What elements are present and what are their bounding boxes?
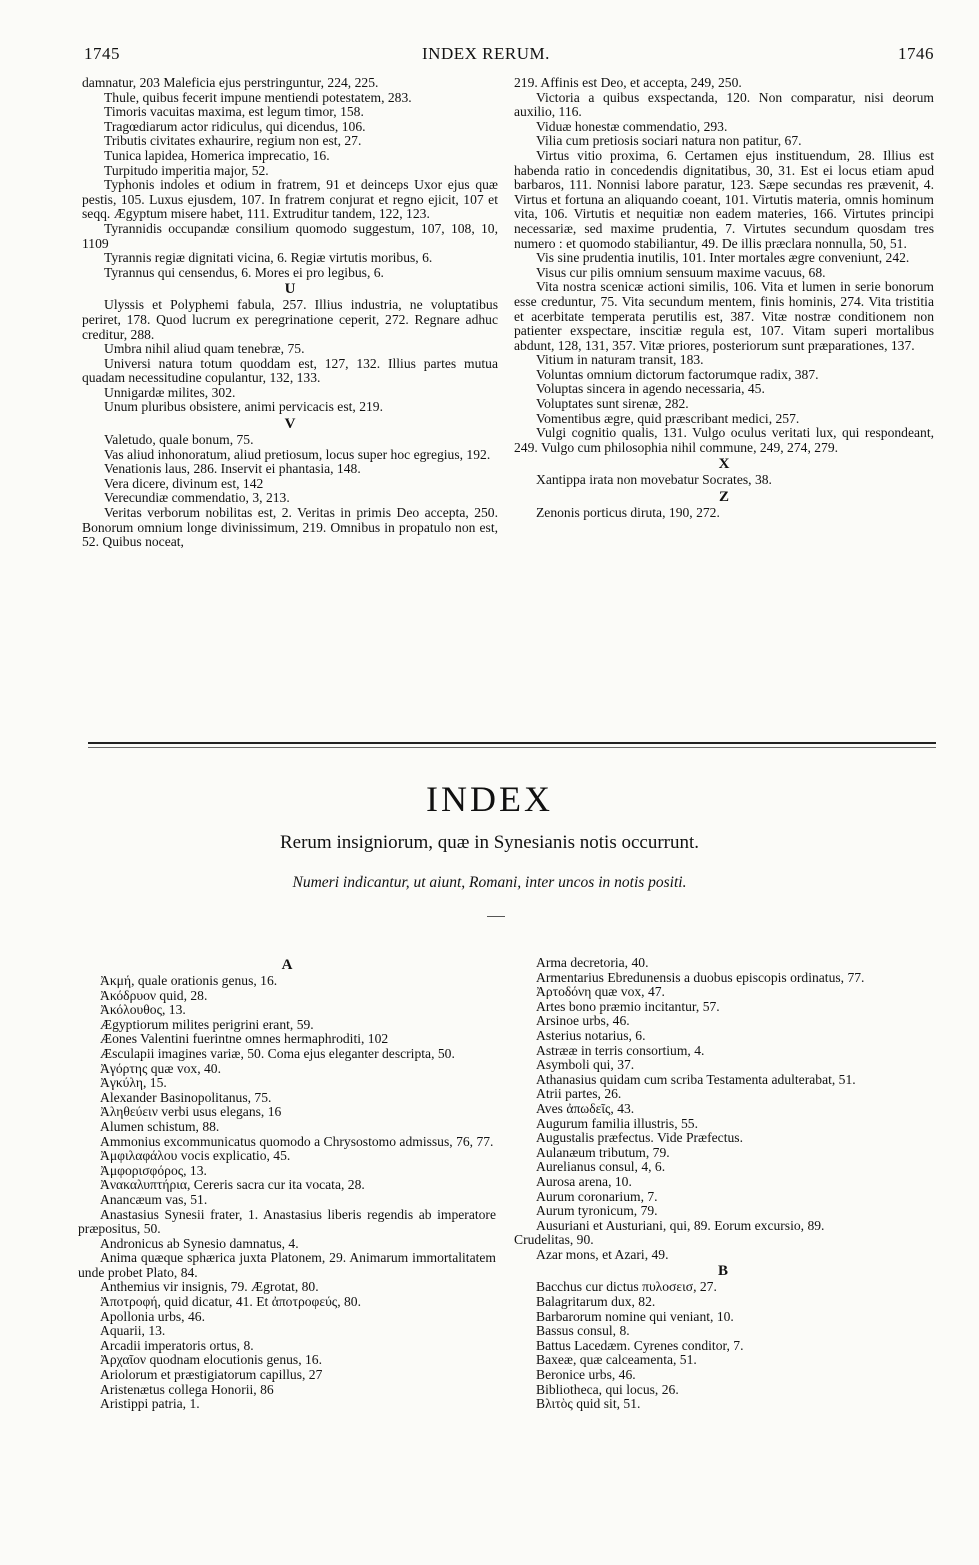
index-entry: Aulanæum tributum, 79.: [536, 1144, 670, 1160]
running-header: [84, 44, 934, 66]
index-entry: Anancæum vas, 51.: [100, 1191, 208, 1207]
index-entry: Augurum familia illustris, 55.: [536, 1115, 698, 1131]
section-letter: A: [281, 957, 293, 973]
index-entry: Aves ἀπωδεῖς, 43.: [536, 1100, 635, 1116]
index-entry: Βλιτὸς quid sit, 51.: [536, 1396, 641, 1412]
index-entry: Artes bono præmio incitantur, 57.: [536, 998, 720, 1014]
upper-right-column: [514, 76, 934, 521]
index-entry: Baxeæ, quæ calceamenta, 51.: [536, 1352, 697, 1368]
index-entry: Tunica lapidea, Homerica imprecatio, 16.: [104, 147, 330, 163]
index-entry: Ἀμφορισφόρος, 13.: [100, 1162, 207, 1178]
index-entry: Ἀνακαλυπτήρια, Cereris sacra cur ita vocata, 28.: [100, 1177, 365, 1193]
index-entry: Voluptates sunt sirenæ, 282.: [536, 396, 689, 412]
index-entry: Xantippa irata non movebatur Socrates, 38.: [536, 472, 772, 488]
index-entry: Vomentibus ægre, quid præscribant medici, 257.: [536, 410, 800, 426]
index-entry: Barbarorum nomine qui veniant, 10.: [536, 1308, 734, 1324]
index-entry: Bibliotheca, qui locus, 26.: [536, 1381, 679, 1397]
index-entry: Æsculapii imagines variæ, 50. Coma ejus eleganter descripta, 50.: [100, 1045, 455, 1061]
index-entry: Æones Valentini fuerintne omnes hermaphroditi, 102: [100, 1031, 389, 1047]
index-entry: Unum pluribus obsistere, animi pervicacis est, 219.: [104, 399, 383, 415]
index-entry: Vera dicere, divinum est, 142: [104, 475, 264, 491]
index-entry: Arcadii imperatoris ortus, 8.: [100, 1337, 254, 1353]
separator-rule: [88, 742, 936, 744]
index-entry: Tributis civitates exhaurire, regium non est, 27.: [104, 133, 362, 149]
index-entry: Vis sine prudentia inutilis, 101. Inter mortales ægre conveniunt, 242.: [536, 250, 910, 266]
page-number-left: 1745: [84, 44, 120, 63]
index-entry: Azar mons, et Azari, 49.: [536, 1246, 669, 1262]
index-title: INDEX: [426, 779, 553, 819]
index-entry: Verecundiæ commendatio, 3, 213.: [104, 490, 290, 506]
index-entry: Aurelianus consul, 4, 6.: [536, 1159, 666, 1175]
index-entry: Crudelitas, 90.: [514, 1232, 594, 1248]
index-entry: Ἀληθεύειν verbi usus elegans, 16: [100, 1104, 282, 1120]
index-entry: Atrii partes, 26.: [536, 1086, 622, 1102]
index-subtitle: Rerum insigniorum, quæ in Synesianis notis occurrunt.: [279, 832, 700, 853]
index-entry: Timoris vacuitas maxima, est legum timor, 158.: [104, 104, 364, 120]
index-entry: Ἀκόλουθος, 13.: [100, 1002, 186, 1018]
index-entry: Viduæ honestæ commendatio, 293.: [536, 118, 728, 134]
index-entry: Aurosa arena, 10.: [536, 1173, 632, 1189]
index-entry: Battus Lacedæm. Cyrenes conditor, 7.: [536, 1337, 744, 1353]
index-entry: Beronice urbs, 46.: [536, 1367, 636, 1383]
index-entry: Asterius notarius, 6.: [536, 1027, 646, 1043]
lower-right-column: [514, 956, 932, 1412]
index-entry: Unnigardæ milites, 302.: [104, 384, 236, 400]
section-letter: U: [284, 281, 296, 298]
index-entry: Venationis laus, 286. Inservit ei phantasia, 148.: [104, 461, 361, 477]
index-entry: Tyrannus qui censendus, 6. Mores ei pro legibus, 6.: [104, 264, 384, 280]
index-entry: Apollonia urbs, 46.: [100, 1308, 205, 1324]
index-entry: Vulgi cognitio qualis, 131. Vulgo oculus veritati lux, qui respondeant, 249. Vulgo cum philosophia nihil commune, 249, 274, 279.: [514, 425, 934, 455]
index-entry: Anastasius Synesii frater, 1. Anastasius liberis regendis ab imperatore præpositus, 50.: [78, 1206, 496, 1237]
index-entry: Bassus consul, 8.: [536, 1323, 630, 1339]
index-entry: Anthemius vir insignis, 79. Ægrotat, 80.: [100, 1279, 319, 1295]
index-entry: Ausuriani et Austuriani, qui, 89. Eorum excursio, 89.: [536, 1217, 825, 1233]
index-entry: Aquarii, 13.: [100, 1323, 166, 1339]
index-entry: Vitium in naturam transit, 183.: [536, 352, 704, 368]
index-entry: Victoria a quibus exspectanda, 120. Non comparatur, nisi deorum auxilio, 116.: [514, 89, 934, 120]
index-entry: Veritas verborum nobilitas est, 2. Veritas in primis Deo accepta, 250. Bonorum omnium longe divinissimum, 219. Omnibus in propatulo non est, 52. Quibus noceat,: [82, 505, 498, 550]
section-letter: Z: [718, 489, 729, 506]
index-entry: Balagritarum dux, 82.: [536, 1294, 656, 1310]
index-entry: Alumen schistum, 88.: [100, 1118, 220, 1134]
index-entry: Ἀποτροφή, quid dicatur, 41. Et ἀποτροφεύς, 80.: [100, 1294, 361, 1310]
section-letter: V: [284, 416, 296, 433]
index-entry: Ἀμφιλαφάλου vocis explicatio, 45.: [100, 1148, 291, 1164]
index-entry: Asymboli qui, 37.: [536, 1057, 635, 1073]
index-entry: Armentarius Ebredunensis a duobus episcopis ordinatus, 77.: [536, 969, 865, 985]
index-entry: Aurum coronarium, 7.: [536, 1188, 658, 1204]
index-entry: Aristippi patria, 1.: [100, 1396, 200, 1412]
page-number-right: 1746: [898, 44, 934, 63]
section-letter: B: [717, 1263, 728, 1280]
index-entry: Virtus vitio proxima, 6. Certamen ejus instituendum, 28. Illius est habenda ratio in concedendis dignitatibus, 30, 31. Est ei locus etiam apud barbaros, 111. Nonnisi labore paratur, 123. Sæpe secundas res prævenit, 4. Virtus et fortuna an aliquando coeant, 101. Virtutis materia, omnis hominum vita, 106. Virtutis et nequitiæ non eadem materies, 166. Virtutes principi necessariæ, sed maxime prudentia, 7. Virtutes secundum quosdam tres numero : et quomodo stabiliantur, 49. De illis præclara nonnulla, 50, 51.: [514, 147, 934, 251]
index-entry: damnatur, 203 Maleficia ejus perstringuntur, 224, 225.: [82, 75, 379, 90]
index-entry: Ἀγκύλη, 15.: [100, 1075, 167, 1091]
index-entry: Typhonis indoles et odium in fratrem, 91 et deinceps Uxor ejus quæ pestis, 105. Luxus ejusdem, 107. In fratrem conjurat et regno ejicit, 107 et seqq. Ægyptum misere habet, 111. Extruditur tandem, 122, 123.: [82, 177, 498, 222]
index-note: Numeri indicantur, ut aiunt, Romani, inter uncos in notis positi.: [292, 874, 687, 891]
index-entry: Visus cur pilis omnium sensuum maxime vacuus, 68.: [536, 264, 826, 280]
index-entry: Umbra nihil aliud quam tenebræ, 75.: [104, 341, 305, 357]
index-entry: Arsinoe urbs, 46.: [536, 1013, 630, 1029]
index-entry: Ἀγόρτης quæ vox, 40.: [100, 1060, 221, 1076]
ornament-dash: [487, 916, 505, 917]
index-entry: Universi natura totum quoddam est, 127, 132. Illius partes mutua quadam necessitudine copulantur, 132, 133.: [82, 355, 498, 386]
index-entry: Ἀκμή, quale orationis genus, 16.: [100, 973, 278, 988]
index-entry: Bacchus cur dictus πυλοσεισ, 27.: [536, 1279, 717, 1295]
index-entry: Valetudo, quale bonum, 75.: [104, 432, 254, 448]
running-title: INDEX RERUM.: [422, 44, 550, 63]
index-entry: Ἀρτοδόνη quæ vox, 47.: [536, 984, 665, 1000]
index-entry: Tragœdiarum actor ridiculus, qui dicendus, 106.: [104, 118, 366, 134]
upper-left-column: [82, 76, 498, 550]
index-entry: Thule, quibus fecerit impune mentiendi potestatem, 283.: [104, 89, 412, 105]
index-entry: Zenonis porticus diruta, 190, 272.: [536, 505, 720, 521]
index-entry: Vilia cum pretiosis sociari natura non patitur, 67.: [536, 133, 802, 149]
index-entry: Ammonius excommunicatus quomodo a Chrysostomo admissus, 76, 77.: [100, 1133, 494, 1149]
index-entry: Aurum tyronicum, 79.: [536, 1203, 658, 1219]
separator-rule-thin: [88, 747, 936, 748]
index-entry: Voluntas omnium dictorum factorumque radix, 387.: [536, 366, 819, 382]
index-entry: Augustalis præfectus. Vide Præfectus.: [536, 1130, 743, 1146]
index-entry: Tyrannis regiæ dignitati vicina, 6. Regiæ virtutis moribus, 6.: [104, 250, 433, 266]
section-letter: X: [718, 456, 730, 473]
index-entry: Voluptas sincera in agendo necessaria, 45.: [536, 381, 765, 397]
index-entry: Andronicus ab Synesio damnatus, 4.: [100, 1235, 299, 1251]
index-entry: Alexander Basinopolitanus, 75.: [100, 1089, 272, 1105]
index-entry: Ægyptiorum milites perigrini erant, 59.: [100, 1016, 314, 1032]
index-entry: 219. Affinis est Deo, et accepta, 249, 250.: [514, 75, 742, 90]
index-entry: Ἀκόδρυον quid, 28.: [100, 987, 208, 1003]
index-entry: Ulyssis et Polyphemi fabula, 257. Illius industria, ne voluptatibus periret, 178. Quod lucrum ex peregrinatione ceperit, 272. Regnare adhuc creditur, 288.: [82, 297, 498, 342]
index-entry: Ἀρχαῖον quodnam elocutionis genus, 16.: [100, 1352, 323, 1368]
index-entry: Turpitudo imperitia major, 52.: [104, 162, 269, 178]
index-entry: Vita nostra scenicæ actioni similis, 106. Vita et lumen in serie bonorum esse creduntur, 75. Vita secundum mentem, finis hominis, 274. Vita tristitia et acerbitate temperata perutilis est, 387. Vitæ nostræ conditionem non patienter exspectare, inscitiæ regula est, 107. Vitam superi mortalibus abdunt, 128, 131, 357. Vitæ priores, posteriorum sunt præparationes, 137.: [514, 279, 934, 353]
index-entry: Vas aliud inhonoratum, aliud pretiosum, locus super hoc egregius, 192.: [104, 446, 491, 462]
index-entry: Athanasius quidam cum scriba Testamenta adulterabat, 51.: [536, 1071, 856, 1087]
index-entry: Ariolorum et præstigiatorum capillus, 27: [100, 1367, 323, 1383]
index-entry: Arma decretoria, 40.: [536, 955, 649, 970]
index-entry: Tyrannidis occupandæ consilium quomodo suggestum, 107, 108, 10, 1109: [82, 220, 498, 251]
lower-left-column: [78, 956, 496, 1412]
index-entry: Anima quæque sphærica juxta Platonem, 29. Animarum immortalitatem unde probet Plato, 84.: [78, 1250, 496, 1280]
index-entry: Aristenætus collega Honorii, 86: [100, 1381, 274, 1397]
index-entry: Astrææ in terris consortium, 4.: [536, 1042, 705, 1058]
